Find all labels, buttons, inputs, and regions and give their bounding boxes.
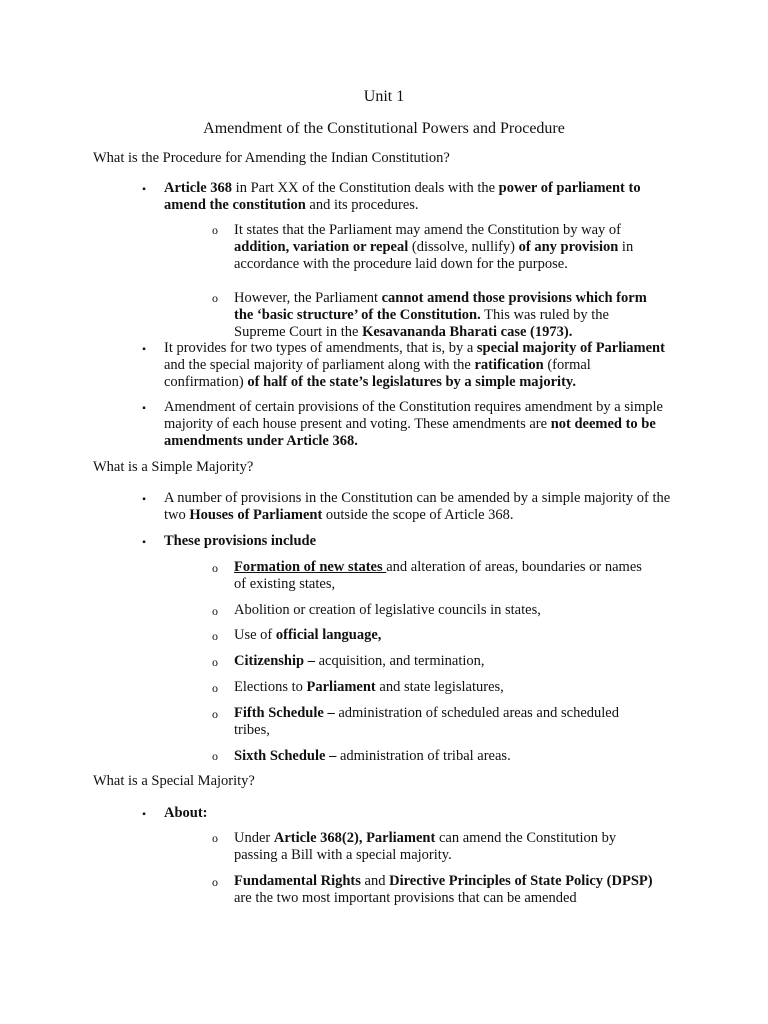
simple-item-7: Sixth Schedule – administration of tribal areas. bbox=[234, 748, 511, 764]
circle-bullet: o bbox=[212, 681, 218, 695]
simple-item-1: Formation of new states and alteration of areas, boundaries or names of existing states, bbox=[234, 559, 642, 592]
circle-bullet: o bbox=[212, 749, 218, 763]
simple-item-2: Abolition or creation of legislative councils in states, bbox=[234, 602, 541, 618]
procedure-subpoint-1: It states that the Parliament may amend the Constitution by way of addition, variation or repeal (dissolve, nullify) of any provision in accordance with the procedure laid down for the purpose. bbox=[234, 222, 634, 272]
procedure-point-3: Amendment of certain provisions of the Constitution requires amendment by a simple majority of each house present and voting. These amendments are not deemed to be amendments under Article 368. bbox=[164, 399, 663, 449]
special-item-1: Under Article 368(2), Parliament can amend the Constitution by passing a Bill with a special majority. bbox=[234, 830, 617, 863]
simple-item-4: Citizenship – acquisition, and termination, bbox=[234, 653, 485, 669]
circle-bullet: o bbox=[212, 655, 218, 669]
circle-bullet: o bbox=[212, 831, 218, 845]
special-about: About: bbox=[164, 805, 208, 821]
square-bullet: ▪ bbox=[142, 494, 146, 505]
document-title: Amendment of the Constitutional Powers and Procedure bbox=[203, 120, 565, 137]
simple-item-5: Elections to Parliament and state legislatures, bbox=[234, 679, 504, 695]
procedure-point-2: It provides for two types of amendments, that is, by a special majority of Parliament and the special majority of parliament along with the ratification (formal confirmation) of half of the state’s legislatures by a simple majority. bbox=[164, 340, 665, 390]
special-majority-question: What is a Special Majority? bbox=[93, 773, 255, 789]
square-bullet: ▪ bbox=[142, 809, 146, 820]
square-bullet: ▪ bbox=[142, 403, 146, 414]
circle-bullet: o bbox=[212, 707, 218, 721]
circle-bullet: o bbox=[212, 604, 218, 618]
square-bullet: ▪ bbox=[142, 184, 146, 195]
procedure-subpoint-2: However, the Parliament cannot amend those provisions which form the ‘basic structure’ of the Constitution. This was ruled by the Supreme Court in the Kesavananda Bharati case (1973). bbox=[234, 290, 647, 340]
procedure-point-1: Article 368 in Part XX of the Constitution deals with the power of parliament to amend the constitution and its procedures. bbox=[164, 180, 641, 213]
circle-bullet: o bbox=[212, 223, 218, 237]
simple-item-6: Fifth Schedule – administration of scheduled areas and scheduled tribes, bbox=[234, 705, 619, 738]
special-item-2: Fundamental Rights and Directive Principles of State Policy (DPSP) are the two most important provisions that can be amended bbox=[234, 873, 653, 906]
square-bullet: ▪ bbox=[142, 537, 146, 548]
circle-bullet: o bbox=[212, 875, 218, 889]
circle-bullet: o bbox=[212, 561, 218, 575]
square-bullet: ▪ bbox=[142, 344, 146, 355]
unit-heading: Unit 1 bbox=[363, 88, 405, 105]
simple-majority-question: What is a Simple Majority? bbox=[93, 459, 254, 475]
simple-item-3: Use of official language, bbox=[234, 627, 382, 643]
circle-bullet: o bbox=[212, 291, 218, 305]
simple-point-2: These provisions include bbox=[164, 533, 317, 549]
procedure-question: What is the Procedure for Amending the Indian Constitution? bbox=[93, 150, 450, 166]
simple-point-1: A number of provisions in the Constitution can be amended by a simple majority of the two Houses of Parliament outside the scope of Article 368. bbox=[164, 490, 671, 523]
circle-bullet: o bbox=[212, 629, 218, 643]
